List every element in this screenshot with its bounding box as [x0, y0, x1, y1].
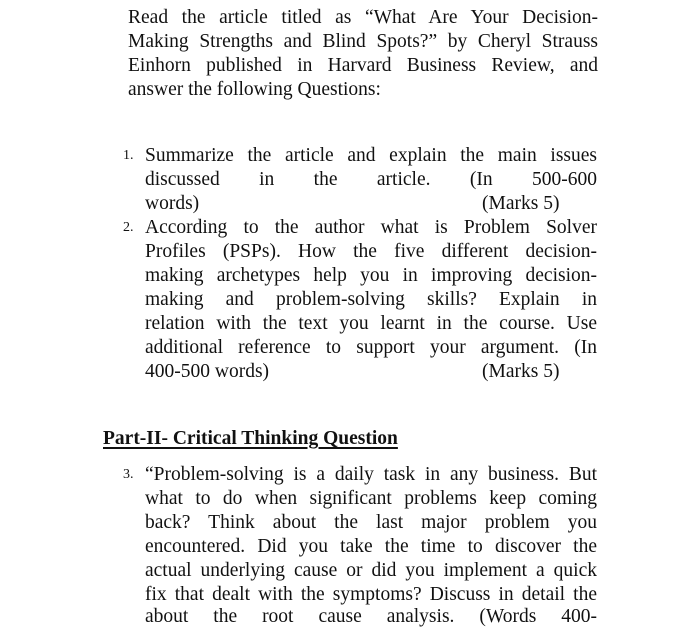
intro-line: Read the article titled as “What Are Your Decision- [128, 7, 598, 28]
question-line: Profiles (PSPs). How the five different decision- [145, 241, 597, 262]
marks-label: (Marks 5) [482, 361, 560, 382]
intro-line: Einhorn published in Harvard Business Review, and [128, 55, 598, 76]
question-number: 1. [123, 148, 134, 163]
question-line: about the root cause analysis. (Words 400- [145, 606, 597, 627]
question-line: discussed in the article. (In 500-600 [145, 169, 597, 190]
question-line: additional reference to support your argument. (In [145, 337, 597, 358]
intro-line: Making Strengths and Blind Spots?” by Cheryl Strauss [128, 31, 598, 52]
question-line: relation with the text you learnt in the course. Use [145, 313, 597, 334]
question-line: actual underlying cause or did you implement a quick [145, 560, 597, 581]
question-line: what to do when significant problems keep coming [145, 488, 597, 509]
question-line: words) [145, 193, 200, 214]
marks-label: (Marks 5) [482, 193, 560, 214]
question-line: According to the author what is Problem Solver [145, 217, 597, 238]
question-line: making and problem-solving skills? Explain in [145, 289, 597, 310]
question-line: encountered. Did you take the time to discover the [145, 536, 597, 557]
question-line: back? Think about the last major problem you [145, 512, 597, 533]
question-number: 3. [123, 467, 134, 482]
part-2-heading: Part-II- Critical Thinking Question [103, 428, 398, 449]
question-line: “Problem-solving is a daily task in any business. But [145, 464, 597, 485]
question-line: making archetypes help you in improving decision- [145, 265, 597, 286]
question-number: 2. [123, 220, 134, 235]
question-line: fix that dealt with the symptoms? Discuss in detail the [145, 584, 597, 605]
question-line: Summarize the article and explain the main issues [145, 145, 597, 166]
question-line: 400-500 words) [145, 361, 270, 382]
intro-line: answer the following Questions: [128, 79, 381, 100]
